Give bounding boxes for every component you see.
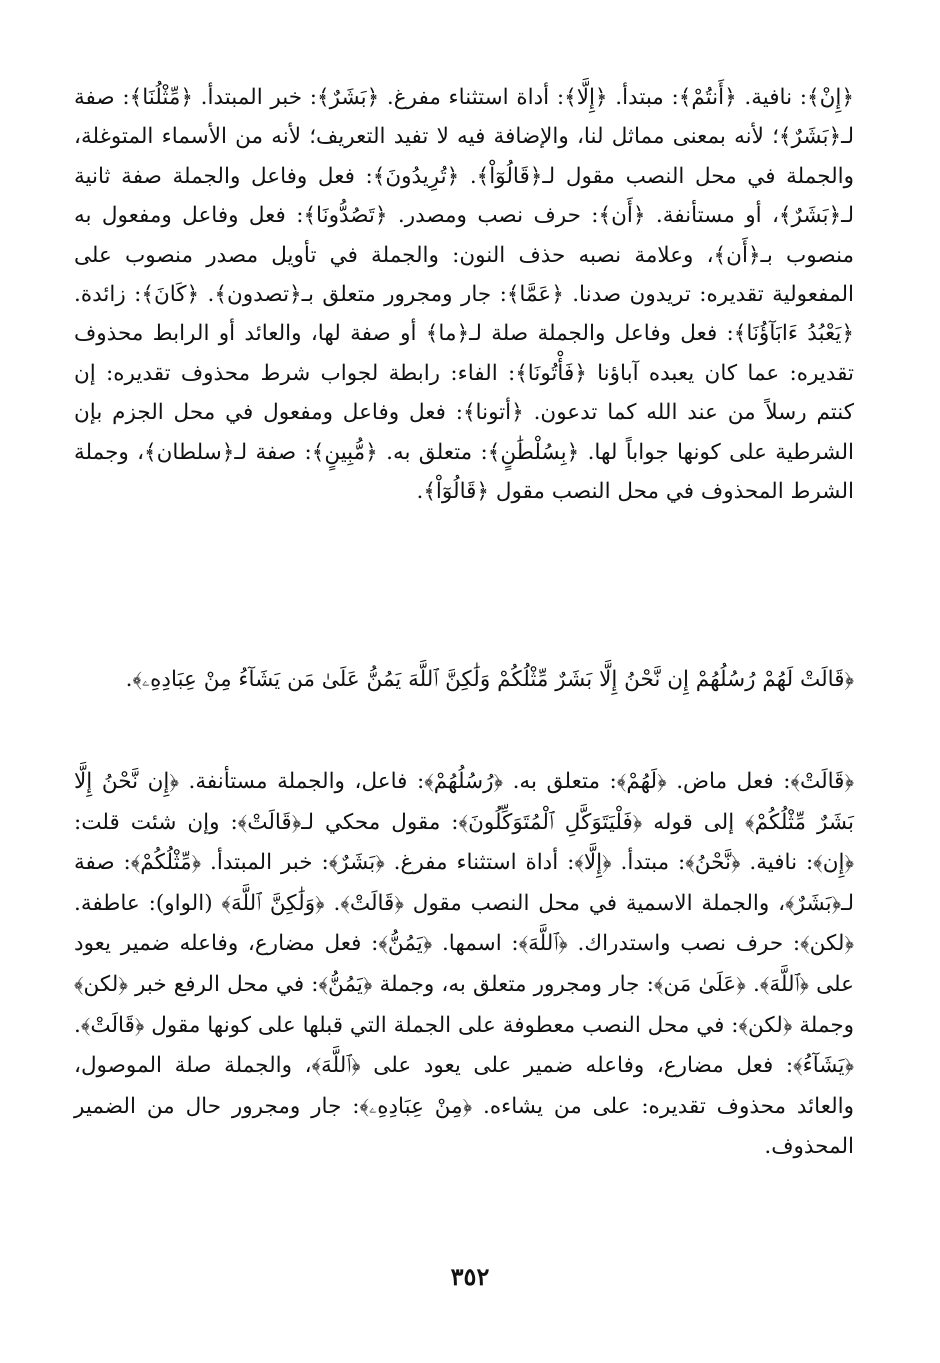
grammar-paragraph-2 — [74, 762, 854, 1168]
grammar-paragraph-1 — [74, 78, 854, 511]
paragraph-text: ﴿إِنْ﴾: نافية. ﴿أَنتُمْ﴾: مبتدأ. ﴿إِلَّا﴾: أداة استثناء مفرغ. ﴿بَشَرٌ﴾: خبر المبتدأ. ﴿مِّثْلُنَا﴾: صفة لـ﴿بَشَرٌ﴾؛ لأنه بمعنى مماثل لنا، والإضافة فيه لا تفيد التعريف؛ لأنه من الأسماء المتوغلة، والجملة في محل النصب مقول لـ﴿قَالُوٓاْ﴾. ﴿تُرِيدُونَ﴾: فعل وفاعل والجملة صفة ثانية لـ﴿بَشَرٌ﴾، أو مستأنفة. ﴿أَن﴾: حرف نصب ومصدر. ﴿تَصُدُّونَا﴾: فعل وفاعل ومفعول به منصوب بـ﴿أَن﴾، وعلامة نصبه حذف النون: والجملة في تأويل مصدر منصوب على المفعولية تقديره: تريدون صدنا. ﴿عَمَّا﴾: جار ومجرور متعلق بـ﴿تصدون﴾. ﴿كَانَ﴾: زائدة. ﴿يَعْبُدُ ءَابَآؤُنَا﴾: فعل وفاعل والجملة صلة لـ﴿ما﴾ أو صفة لها، والعائد أو الرابط محذوف تقديره: عما كان يعبده آباؤنا ﴿فَأْتُونَا﴾: الفاء: رابطة لجواب شرط محذوف تقديره: إن كنتم رسلاً من عند الله كما تدعون. ﴿أتونا﴾: فعل وفاعل ومفعول في محل الجزم بإن الشرطية على كونها جواباً لها. ﴿بِسُلْطَٰنٍ﴾: متعلق به. ﴿مُّبِينٍ﴾: صفة لـ﴿سلطان﴾، وجملة الشرط المحذوف في محل النصب مقول ﴿قَالُوٓاْ﴾. — [74, 85, 854, 505]
quran-verse — [74, 660, 854, 700]
page-number: ٣٥٢ — [450, 1262, 490, 1291]
verse-text: ﴿قَالَتْ لَهُمْ رُسُلُهُمْ إِن نَّحْنُ إِلَّا بَشَرٌ مِّثْلُكُمْ وَلَٰكِنَّ ٱللَّهَ يَمُنُّ عَلَىٰ مَن يَشَآءُ مِنْ عِبَادِهِۦ﴾. — [125, 667, 854, 692]
paragraph-text: ﴿قَالَتْ﴾: فعل ماض. ﴿لَهُمْ﴾: متعلق به. ﴿رُسُلُهُمْ﴾: فاعل، والجملة مستأنفة. ﴿إِن نَّحْنُ إِلَّا بَشَرٌ مِّثْلُكُمْ﴾ إلى قوله ﴿فَلْيَتَوَكَّلِ ٱلْمُتَوَكِّلُونَ﴾: مقول محكي لـ﴿قَالَتْ﴾: وإن شئت قلت: ﴿إِن﴾: نافية. ﴿نَّحْنُ﴾: مبتدأ. ﴿إِلَّا﴾: أداة استثناء مفرغ. ﴿بَشَرٌ﴾: خبر المبتدأ. ﴿مِّثْلُكُمْ﴾: صفة لـ﴿بَشَرٌ﴾، والجملة الاسمية في محل النصب مقول ﴿قَالَتْ﴾. ﴿وَلَٰكِنَّ ٱللَّهَ﴾ (الواو): عاطفة. ﴿لكن﴾: حرف نصب واستدراك. ﴿ٱللَّهَ﴾: اسمها. ﴿يَمُنُّ﴾: فعل مضارع، وفاعله ضمير يعود على ﴿ٱللَّهَ﴾. ﴿عَلَىٰ مَن﴾: جار ومجرور متعلق به، وجملة ﴿يَمُنُّ﴾: في محل الرفع خبر ﴿لكن﴾ وجملة ﴿لكن﴾: في محل النصب معطوفة على الجملة التي قبلها على كونها مقول ﴿قَالَتْ﴾. ﴿يَشَآءُ﴾: فعل مضارع، وفاعله ضمير على يعود على ﴿ٱللَّهَ﴾، والجملة صلة الموصول، والعائد محذوف تقديره: على من يشاءه. ﴿مِنْ عِبَادِهِۦ﴾: جار ومجرور حال من الضمير المحذوف. — [74, 769, 854, 1160]
